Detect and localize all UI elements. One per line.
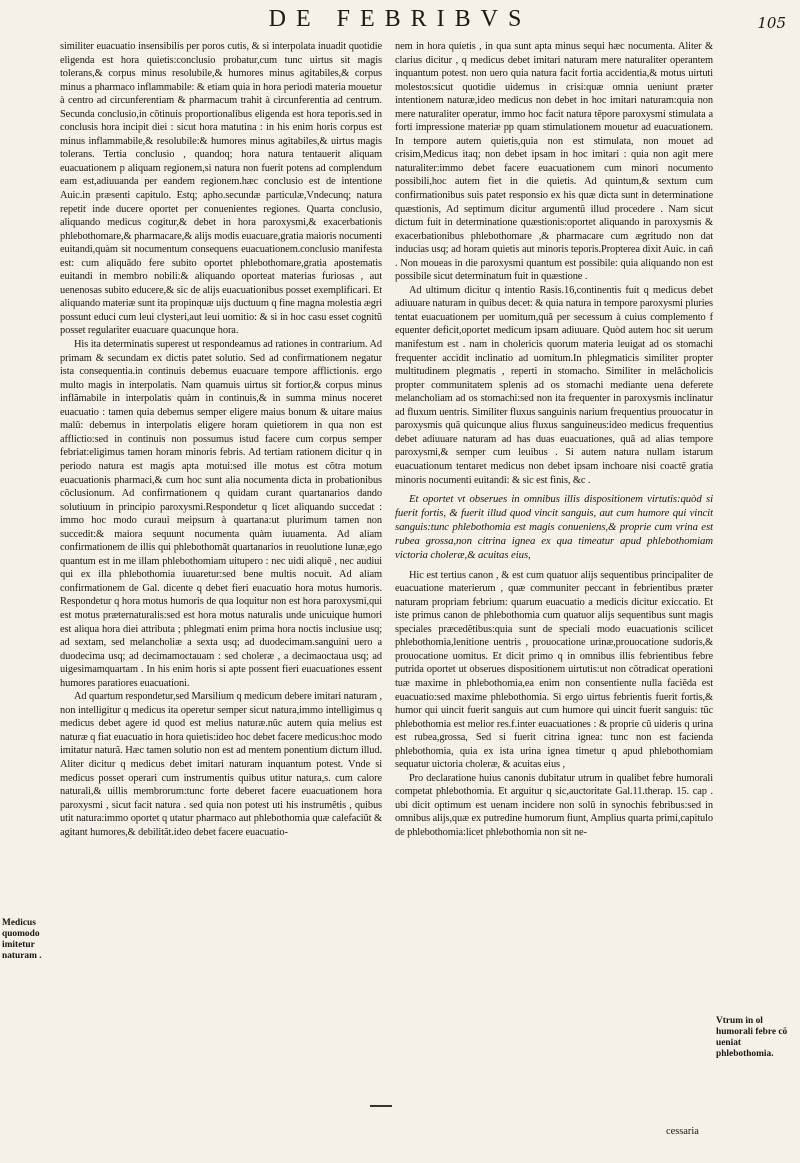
left-paragraph-3: Ad quartum respondetur,sed Marsilium q medicum debere imitari naturam , non intelligitur q medicus ita operetur semper sicut natura,immo intelligimus q medicus debet agere id quod est melius naturæ.nũc autem quia melius est naturæ q fiat euacuatio in hora quietis:ideo hoc debet facere medicus:hoc modo imitatur naturã. Hæc tamen solutio non est ad mentem ponentium dictum illud. Aliter dicitur q medicus debet imitari naturam inquantum potest. Vnde si medicus posset operari cum instrumentis quibus utitur natura,s. cum calore naturali,& uillis membrorum:tunc forte deberet facere euacuationem hora paroxysmi , sicut facit natura . sed quia non potest uti his instrumẽtis , quibus utit natura:immo oportet q utatur pharmaco aut phlebothomia quæ calefaciũt & agitant humores,& debilitãt.ideo debet facere euacuatio- [60, 691, 382, 838]
margin-note-right: Vtrum in ol humorali febre cõ ueniat phlebothomia. [716, 1016, 788, 1059]
right-column [395, 40, 713, 1120]
gutter-mark [370, 1105, 392, 1107]
page-number: 105 [757, 14, 786, 32]
running-head [0, 6, 800, 40]
commentary-paragraph-1: Hic est tertius canon , & est cum quatuor alijs sequentibus principaliter de euacuatione materierum , quæ communiter peccant in febrientibus præter naturam propriam febrium: quarum euacuatio a medicis dicitur exiccatio. Et iste primus canon de phlebothomia cum quatuor alijs sequentibus sunt magis speciales præcedẽtibus:quia sunt de speciali modo euacuationis scilicet phlebothomia,lenitione uentris , prouocatione urinæ,prouocatione sudoris,& prouocatione uomitus. Et dicit primo q in omnibus illis febrientibus febre putrida oportet ut obserues dispositionem uirtutis:ut non cõtradicat operationi tuæ maxime in phlebothomia,ea enim non consentiente nulla faciẽda est euacuatio:sed maxime phlebothomia. Si ergo uirtus febrientis fuerit fortis,& humor qui uincit fuerit sanguis aut cum humore qui uincit fuerit sanguis: tũc phlebothomia est melior res.f.inter euacuationes : & proprie cũ uideris q urina est rubea,grossa, Sed si fuerit citrina ignea: tunc non est facienda phlebothomia, quia ex ista urina ignea timetur q apud phlebothomiam sequatur uictoria choleræ, & acuitas eius , [395, 569, 713, 771]
left-column [60, 40, 382, 1120]
left-paragraph-1: similiter euacuatio insensibilis per poros cutis, & si interpolata inuadit quotidie eligenda est hora quietis:conclusio probatur,cum tunc uirtus sit magis tolerans,& corpus minus resolubile,& humores minus agitabiles,& corpus minus a pharmaco inflammabile: & etiam quia in hora periodi materia mouetur à centro ad circunferentiam & pharmacum trahit à circunferentia ad centrum. Secunda conclusio,in cõtinuis proportionalibus eligenda est hora teporis.sed in conclusis hora incipit diei : sicut hora matutina : in his enim horis corpus est minus inflammabile,& resolubile:& humores minus agitabiles,& uirtus magis tolerans. Tertia conclusio , quandoq; hora natura tentauerit aliquam euacuationem p aliquam regionem,si natura non fuerit potens ad complendum eam est,adiuuanda per eandem regionem.hæc conclusio est de intentione Auic.in præsenti capitulo. Estq; apho.secundæ particulæ,Vndecunq; natura repetit inde ducere oportet per conuenientes regiones. Quarta conclusio, aliquando medicus cogitur,& debet in hora paroxysmi,& exacerbationis phlebothomare,& pharmacare,& alijs modis euacuare,gratia maioris nocumenti euitandi,quàm sit nocumentum consequens euacuationem.conclusio manifesta est: cum aliquãdo fere subito oportet phlebothomare,gratia apostematis euitandi in membro nobili:& aliquando oporteat materias furiosas , aut uenenosas subito educere,& sic de alijs euacuationibus posset exemplificari. Et aliquando materiæ sunt ita propinquæ uijs ductuum q fine magna molestia ægri possunt educi cum leui clysteri,aut leui uomitio: & si in hoc casu esset cognitũ posset regulariter euacuare quacunque hora. [60, 41, 382, 337]
catchword: cessaria [666, 1126, 699, 1137]
margin-note-left: Medicus quomodo imitetur naturam . [2, 918, 42, 961]
left-paragraph-2: His ita determinatis superest ut respondeamus ad rationes in contrarium. Ad primam & secundam ex dictis patet solutio. Sed ad confirmationem negatur ista consequentia.in continuis debemus euacuare tempore afflictionis. ergo multo magis in interpolatis. Nam quamuis uirtus sit fortior,& corpus minus inflãmabile in interpolatis quàm in continuis,& in summa minus noceret euacuatio : tamen quia debemus semper eligere maius bonum & uitare maius malũ: debemus in interpolatis eligere horam quietiorem in qua non est afflictio:sed in continuis non possumus istud facere cum corpus semper febriat:eligimus tamen horam minoris febris. Ad tertiam rationem dicitur q in periodo natura est magis apta motui:sed ille motus est cõtra motum euacuationis pharmaci,& cum hoc sunt alia nocumenta dicta in probationibus cõclusionum. Ad confirmationem q quidam curant quartanarios dando solutiuum in principio paroxysmi.Respondetur q licet aliquando succedat : immo hoc modo curaui meipsum à quartana:ut plurimum tamen non succedit:& maiora sequunt nocumenta quàm iuuamenta. Ad aliam confirmationem de illis qui phlebothomãt quartanarios in reuolutione lunæ,ego quantum est in me illam phlebothomiam uitupero : nec uidi aliquẽ , nec audiui qui ex illa phlebothomia iuuaretur:sed bene multis nocuit. Ad aliam confirmationem de Gal. dicente q debet fieri euacuatio hora motus humoris. Respondetur q hora motus humoris de qua loquitur non est hora paroxysmi,qui est motus præternaturalis:sed est hora motus naturalis unde unicuique humori est aliqua hora diei attributa ; phlegmati enim prima hora noctis inclusiue usq; ad sextam, sed melancholiæ a sexta usq; ad duodecimam.sanguini uero a duodecima usq; ad decimamoctauam : sed choleræ , a decimaoctaua usq; ad uigesimamquartam . In his enim horis si apte possent fieri euacuationes essent humores paratiores euacuationi. [60, 339, 382, 689]
commentary-paragraph-2: Pro declaratione huius canonis dubitatur utrum in qualibet febre humorali competat phlebothomia. Et arguitur q sic,auctoritate Gal.11.therap. 15. cap . ubi dicit optimum est uenam incidere non solũ in synochis febribus:sed in omnibus alijs,quæ ex putredine humorum fiunt, Amplius quarta primi,capitulo de phlebothomia:licet phlebothomia non sit ne- [395, 772, 713, 838]
canon-text: Et oportet vt obserues in omnibus illis dispositionem virtutis:quòd si fuerit fortis, & fuerit illud quod vincit sanguis, aut cum humore qui vincit sanguis:tunc phlebothomia est magis conueniens,& proprie cum vrina est rubea grossa,non citrina ignea ex qua timeatur apud phlebothomiam victoria choleræ,& acuitas eius, [395, 493, 713, 561]
right-paragraph-2: Ad ultimum dicitur q intentio Rasis.16,continentis fuit q medicus debet adiuuare naturam in quibus decet: & quia natura in tempore paroxysmi pluries tentat euacuationem per uomitum,quã per secessum à cuius complemento f equenter deficit,oportet medicum ipsam adiuuare. Quòd autem hoc sit uerum manifestum est . nam in cholericis quorum materia leuigat ad os stomachi frequenter accidit inclinatio ad uomitum.In phlegmaticis similiter propter multitudinem plegmatis , reperti in stomacho. Similiter in melãcholicis propter communitatem splenis ad os stomachi mediante uena deferete melancholiam ad os stomachi:sed non ita frequenter in paroxysmis inclinatur ad fluxum uentris. Similiter fluxus sanguinis narium frequentius prouocatur in paroxysmis quã quicunque alius fluxus sanguineus:ideo medicus frequentius debet adiuuare naturam ad has duas euacuationes, quã ad alias tempore paroxysmi,& semper cum leuibus . Si autem natura nullam istarum euacuationum tentaret medicus non debet ipsam inchoare nisi coactẽ gratia minoris nocumenti euitandi: & sic est finis, &c . [395, 284, 713, 486]
running-title: DE FEBRIBVS [268, 6, 532, 32]
right-paragraph-1: nem in hora quietis , in qua sunt apta minus sequi hæc nocumenta. Aliter & clarius dicitur , q medicus debet imitari naturam mere naturaliter operantem inquantum potest. non uero quia natura facit fortia accidentia,& motus uirtuti molestos:sicut quotidie uidemus in crisi:quæ omnia ueniunt præter intentionem naturæ,ideo medicus non debet in hoc imitari naturam:quia non mere naturaliter operatur, immo hoc facit natura tẽpore paroxysmi stimulata a forti impressione materiæ pp quam stimulationem mouetur ad euacuationem. In tempore autem quietis,quia non est stimulata, non mouet ad crisim,Medicus itaq; non debet ipsam in hoc imitari : quia non agit mere naturaliter:immo debet facere euacuationem cum minori nocumento possibili,hoc autem fiet in die quietis. Ad quintum,& sextum cum confirmationibus suis patet responsio ex his quæ dicta sunt in determinatione quæstionis, Ad septimum dicitur argumentũ illud procedere . Nam sicut dictum fuit in determinatione quæstionis:oportet aliquando in paroxysmis & exacerbationibus phlebothomare ,& pharmacare cum ægritudo non dat inducias usq; ad horam quietis aut minoris teporis.Propterea dixit Auic. in cañ . Non moueas in die paroxysmi quantum est possibile: quia aliquando non est possibile sicut determinatum fuit in quæstione . [395, 41, 713, 283]
